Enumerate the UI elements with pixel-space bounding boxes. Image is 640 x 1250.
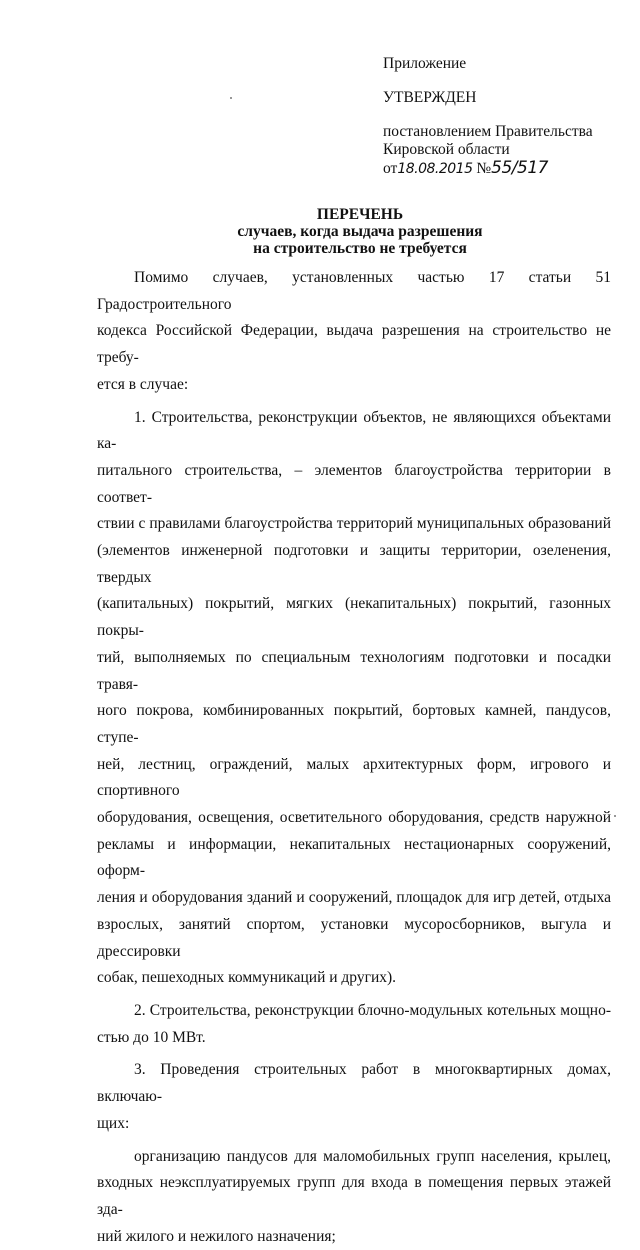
title-line-3: на строительство не требуется [100, 240, 620, 257]
title-line-1: ПЕРЕЧЕНЬ [100, 206, 620, 223]
number-prefix: № [476, 160, 491, 177]
appendix-label: Приложение [383, 55, 633, 73]
text-line: щих: [97, 1111, 611, 1138]
item-2-paragraph [97, 998, 611, 1051]
text-line: 1. Строительства, реконструкции объектов, не являющихся объектами ка- [97, 405, 611, 458]
text-line: питального строительства, – элементов благоустройства территории в соответ- [97, 458, 611, 511]
document-title [100, 206, 620, 257]
date-prefix: от [383, 160, 397, 177]
text-line: Помимо случаев, установленных частью 17 статьи 51 Градостроительного [97, 265, 611, 318]
text-line: 2. Строительства, реконструкции блочно-модульных котельных мощно- [97, 998, 611, 1025]
approved-label: УТВЕРЖДЕН [383, 89, 633, 107]
document-body [97, 265, 611, 1250]
text-line: (капитальных) покрытий, мягких (некапитальных) покрытий, газонных покры- [97, 591, 611, 644]
text-line: ствии с правилами благоустройства территорий муниципальных образований [97, 511, 611, 538]
text-line: (элементов инженерной подготовки и защиты территории, озеленения, твердых [97, 538, 611, 591]
text-line: оборудования, освещения, осветительного оборудования, средств наружной [97, 805, 611, 832]
text-line: взрослых, занятий спортом, установки мусоросборников, выгула и дрессировки [97, 912, 611, 965]
item-3-sub-paragraph [97, 1144, 611, 1250]
text-line: ней, лестниц, ограждений, малых архитектурных форм, игрового и спортивного [97, 752, 611, 805]
text-line: 3. Проведения строительных работ в многоквартирных домах, включаю- [97, 1057, 611, 1110]
text-line: стью до 10 МВт. [97, 1025, 611, 1052]
approval-block [383, 55, 633, 178]
item-3-paragraph [97, 1057, 611, 1137]
date-number-row [383, 159, 633, 178]
title-line-2: случаев, когда выдача разрешения [100, 223, 620, 240]
scan-speck [230, 97, 232, 99]
text-line: организацию пандусов для маломобильных групп населения, крылец, [97, 1144, 611, 1171]
text-line: ления и оборудования зданий и сооружений, площадок для игр детей, отдыха [97, 885, 611, 912]
text-line: собак, пешеходных коммуникаций и других). [97, 965, 611, 992]
text-line: входных неэксплуатируемых групп для входа в помещения первых этажей зда- [97, 1170, 611, 1223]
handwritten-date: 18.08.2015 [397, 161, 472, 177]
text-line: ного покрова, комбинированных покрытий, бортовых камней, пандусов, ступе- [97, 698, 611, 751]
text-line: тий, выполняемых по специальным технологиям подготовки и посадки травя- [97, 645, 611, 698]
text-line: кодекса Российской Федерации, выдача разрешения на строительство не требу- [97, 318, 611, 371]
item-1-paragraph [97, 405, 611, 992]
text-line: рекламы и информации, некапитальных нестационарных сооружений, оформ- [97, 832, 611, 885]
scan-speck [614, 815, 616, 817]
intro-paragraph [97, 265, 611, 399]
text-line: ется в случае: [97, 372, 611, 399]
handwritten-number: 55/517 [491, 158, 548, 178]
text-line: ний жилого и нежилого назначения; [97, 1224, 611, 1250]
decree-line-1: постановлением Правительства [383, 123, 633, 141]
decree-line-2: Кировской области [383, 141, 633, 159]
